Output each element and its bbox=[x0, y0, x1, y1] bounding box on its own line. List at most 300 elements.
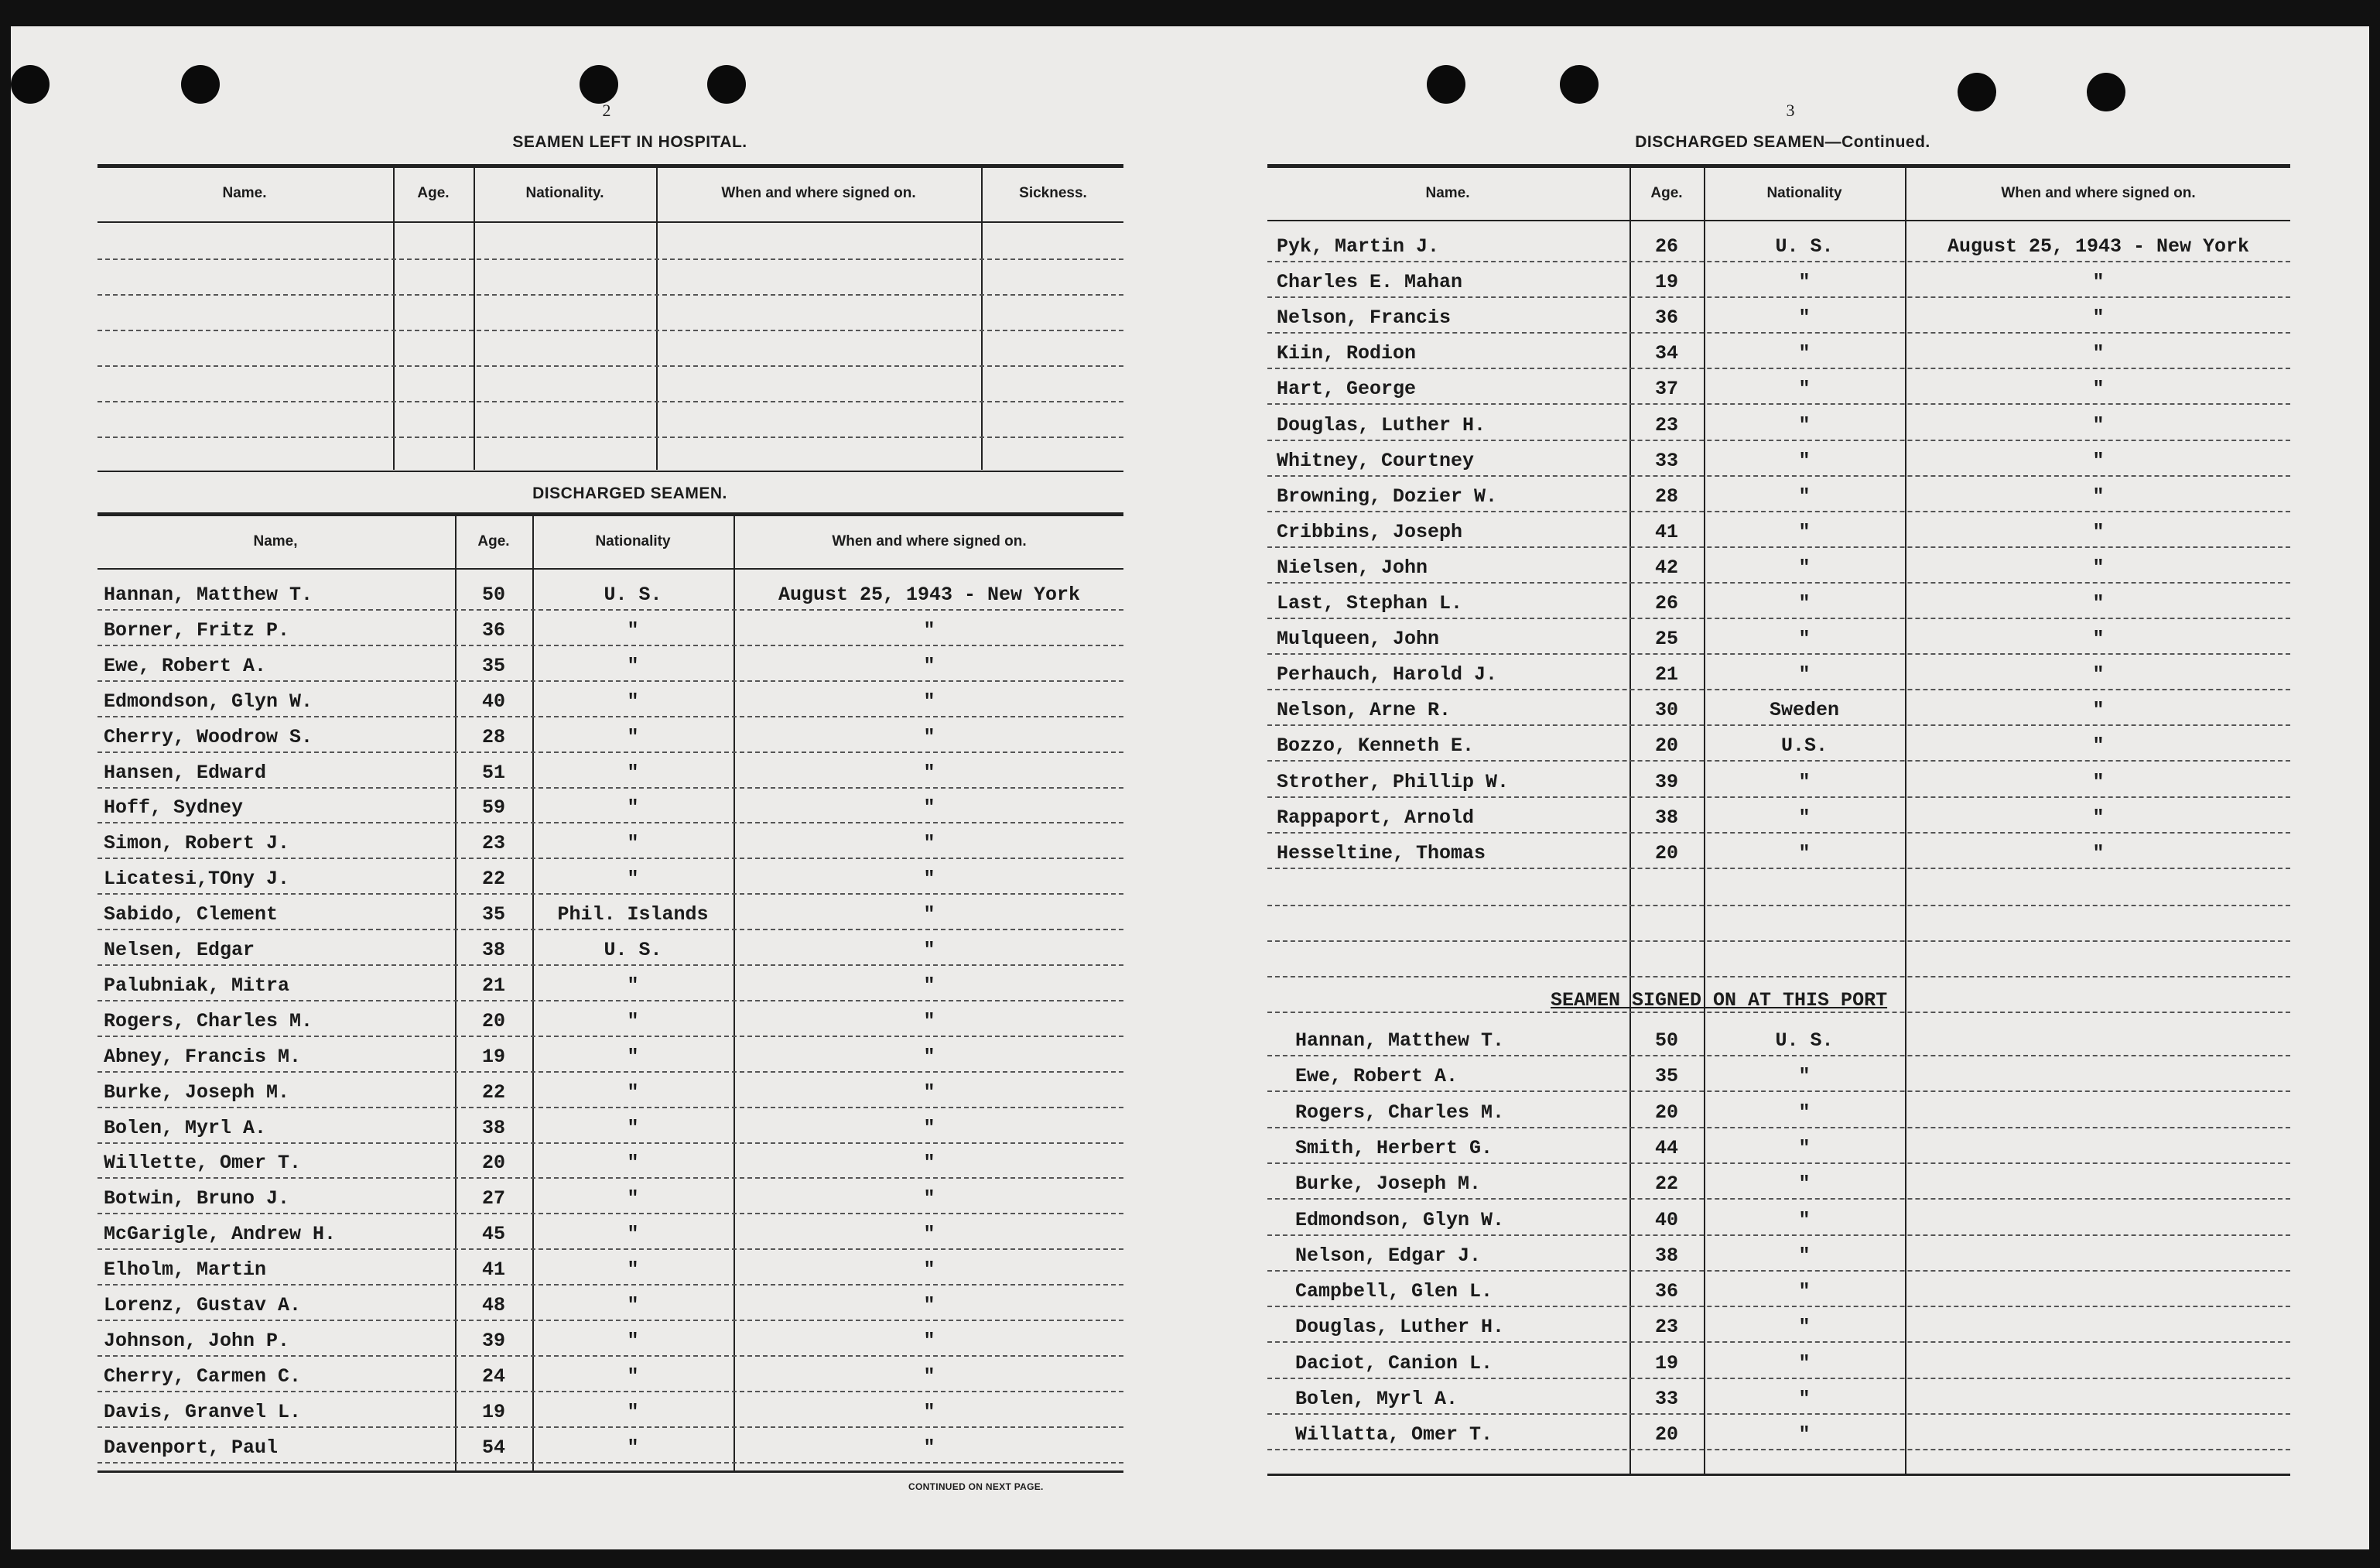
signed-seaman-name: Bolen, Myrl A. bbox=[1295, 1388, 1458, 1410]
row-dotted-line bbox=[1267, 296, 2290, 298]
signed-seaman-nationality: " bbox=[1798, 1173, 1811, 1195]
row-dotted-line bbox=[97, 893, 1123, 895]
row-dotted-line bbox=[1267, 760, 2290, 762]
seaman-name: Davenport, Paul bbox=[104, 1436, 279, 1459]
hospital-col-nationality: Nationality. bbox=[525, 185, 604, 201]
seaman-nationality: Sweden bbox=[1769, 699, 1839, 721]
row-dotted-line bbox=[97, 929, 1123, 930]
row-dotted-line bbox=[1267, 1341, 2290, 1343]
seaman-name: Abney, Francis M. bbox=[104, 1046, 302, 1068]
row-dotted-line bbox=[97, 1107, 1123, 1108]
seaman-nationality: " bbox=[1798, 450, 1811, 472]
seaman-age: 38 bbox=[481, 939, 505, 961]
seaman-signed-on: " bbox=[923, 1365, 935, 1388]
seaman-name: Mulqueen, John bbox=[1277, 628, 1440, 650]
signed-seaman-name: Ewe, Robert A. bbox=[1295, 1065, 1458, 1087]
punch-hole bbox=[707, 65, 746, 104]
row-dotted-line bbox=[1267, 832, 2290, 834]
signed-seaman-nationality: " bbox=[1798, 1209, 1811, 1231]
row-dotted-line bbox=[97, 1248, 1123, 1250]
signed-seaman-age: 33 bbox=[1654, 1388, 1678, 1410]
right-col-signed-on: When and where signed on. bbox=[2001, 185, 2196, 201]
seaman-nationality: " bbox=[627, 1258, 639, 1281]
row-dotted-line bbox=[1267, 796, 2290, 798]
seaman-nationality: " bbox=[1798, 306, 1811, 329]
seaman-age: 35 bbox=[481, 655, 505, 677]
row-dotted-line bbox=[1267, 368, 2290, 369]
seaman-nationality: " bbox=[627, 690, 639, 713]
hospital-section-title: SEAMEN LEFT IN HOSPITAL. bbox=[512, 133, 747, 151]
seaman-age: 38 bbox=[1654, 806, 1678, 829]
seaman-name: Licatesi,TOny J. bbox=[104, 868, 290, 890]
seaman-nationality: U. S. bbox=[604, 939, 662, 961]
blank-row bbox=[1267, 940, 2290, 942]
seaman-age: 19 bbox=[481, 1046, 505, 1068]
seaman-age: 42 bbox=[1654, 556, 1678, 579]
seaman-age: 35 bbox=[481, 903, 505, 926]
seaman-signed-on: " bbox=[2092, 806, 2105, 829]
signed-seaman-nationality: " bbox=[1798, 1388, 1811, 1410]
signed-seaman-age: 19 bbox=[1654, 1352, 1678, 1375]
seaman-age: 37 bbox=[1654, 378, 1678, 400]
row-dotted-line bbox=[97, 1213, 1123, 1214]
seaman-signed-on: " bbox=[923, 796, 935, 819]
seaman-nationality: U.S. bbox=[1780, 734, 1828, 757]
seaman-name: Nelson, Arne R. bbox=[1277, 699, 1452, 721]
seaman-age: 39 bbox=[481, 1330, 505, 1352]
seaman-signed-on: " bbox=[923, 726, 935, 748]
seaman-signed-on: " bbox=[923, 1258, 935, 1281]
seaman-nationality: " bbox=[627, 868, 639, 890]
seaman-nationality: " bbox=[1798, 628, 1811, 650]
seaman-age: 33 bbox=[1654, 450, 1678, 472]
seaman-signed-on: " bbox=[2092, 842, 2105, 864]
seaman-signed-on: " bbox=[2092, 556, 2105, 579]
seaman-nationality: " bbox=[627, 1187, 639, 1210]
seaman-nationality: " bbox=[1798, 485, 1811, 508]
seaman-nationality: " bbox=[1798, 378, 1811, 400]
seaman-name: Cherry, Woodrow S. bbox=[104, 726, 313, 748]
signed-seaman-name: Burke, Joseph M. bbox=[1295, 1173, 1482, 1195]
seaman-age: 48 bbox=[481, 1294, 505, 1316]
seaman-signed-on: " bbox=[2092, 663, 2105, 686]
discharged-col-name: Name, bbox=[253, 533, 298, 549]
punch-hole bbox=[1560, 65, 1599, 104]
seaman-name: Hannan, Matthew T. bbox=[104, 584, 313, 606]
page-number-right: 3 bbox=[1786, 101, 1795, 120]
seaman-name: Nielsen, John bbox=[1277, 556, 1428, 579]
seaman-age: 36 bbox=[481, 619, 505, 642]
row-dotted-line bbox=[97, 1142, 1123, 1144]
seaman-signed-on: " bbox=[923, 1117, 935, 1139]
punch-hole bbox=[1958, 73, 1996, 111]
signed-seaman-age: 20 bbox=[1654, 1423, 1678, 1446]
seaman-nationality: " bbox=[627, 796, 639, 819]
signed-seaman-nationality: " bbox=[1798, 1316, 1811, 1338]
row-dotted-line bbox=[97, 1355, 1123, 1357]
hospital-top-rule bbox=[97, 164, 1123, 168]
seaman-nationality: U. S. bbox=[1775, 235, 1834, 258]
signed-seaman-nationality: " bbox=[1798, 1065, 1811, 1087]
signed-seaman-name: Campbell, Glen L. bbox=[1295, 1280, 1493, 1303]
row-dotted-line bbox=[1267, 1413, 2290, 1415]
seaman-nationality: " bbox=[627, 619, 639, 642]
seaman-nationality: " bbox=[627, 832, 639, 854]
row-dotted-line bbox=[1267, 618, 2290, 619]
seaman-name: Sabido, Clement bbox=[104, 903, 279, 926]
seaman-name: Rappaport, Arnold bbox=[1277, 806, 1475, 829]
seaman-name: Nelson, Francis bbox=[1277, 306, 1452, 329]
seaman-nationality: " bbox=[1798, 521, 1811, 543]
signed-seaman-nationality: " bbox=[1798, 1101, 1811, 1124]
signed-on-section-title: SEAMEN SIGNED ON AT THIS PORT bbox=[1551, 989, 1888, 1012]
row-dotted-line bbox=[1267, 332, 2290, 334]
seaman-signed-on: " bbox=[923, 1081, 935, 1104]
seaman-nationality: " bbox=[627, 1117, 639, 1139]
right-bottom-rule bbox=[1267, 1474, 2290, 1476]
seaman-age: 41 bbox=[481, 1258, 505, 1281]
seaman-signed-on: " bbox=[923, 690, 935, 713]
blank-row bbox=[1267, 905, 2290, 906]
seaman-signed-on: " bbox=[2092, 628, 2105, 650]
right-header-rule bbox=[1267, 220, 2290, 221]
discharged-col-age: Age. bbox=[477, 533, 510, 549]
row-dotted-line bbox=[97, 858, 1123, 859]
punch-hole bbox=[1427, 65, 1465, 104]
seaman-signed-on: " bbox=[923, 832, 935, 854]
signed-seaman-nationality: " bbox=[1798, 1280, 1811, 1303]
seaman-name: Charles E. Mahan bbox=[1277, 271, 1463, 293]
seaman-name: Hart, George bbox=[1277, 378, 1417, 400]
seaman-nationality: " bbox=[627, 1046, 639, 1068]
seaman-signed-on: " bbox=[923, 1223, 935, 1245]
hospital-col-age: Age. bbox=[417, 185, 450, 201]
row-dotted-line bbox=[1267, 724, 2290, 726]
row-dotted-line bbox=[1267, 1449, 2290, 1450]
hospital-bottom-rule bbox=[97, 471, 1123, 472]
seaman-age: 27 bbox=[481, 1187, 505, 1210]
row-dotted-line bbox=[1267, 1055, 2290, 1056]
seaman-name: Perhauch, Harold J. bbox=[1277, 663, 1498, 686]
hospital-header-rule bbox=[97, 221, 1123, 223]
hospital-col-signed-on: When and where signed on. bbox=[721, 185, 916, 201]
seaman-name: McGarigle, Andrew H. bbox=[104, 1223, 337, 1245]
row-dotted-line bbox=[97, 1462, 1123, 1464]
row-dotted-line bbox=[1267, 261, 2290, 262]
seaman-signed-on: " bbox=[2092, 771, 2105, 793]
seaman-nationality: " bbox=[1798, 806, 1811, 829]
seaman-nationality: " bbox=[627, 1436, 639, 1459]
row-dotted-line bbox=[97, 787, 1123, 789]
seaman-signed-on: " bbox=[923, 619, 935, 642]
seaman-name: Hesseltine, Thomas bbox=[1277, 842, 1486, 864]
seaman-age: 22 bbox=[481, 868, 505, 890]
seaman-age: 23 bbox=[1654, 414, 1678, 437]
row-dotted-line bbox=[1267, 1090, 2290, 1092]
seaman-signed-on: " bbox=[923, 903, 935, 926]
seaman-name: Botwin, Bruno J. bbox=[104, 1187, 290, 1210]
seaman-age: 26 bbox=[1654, 592, 1678, 615]
seaman-signed-on: " bbox=[2092, 342, 2105, 365]
row-dotted-line bbox=[97, 1036, 1123, 1037]
row-dotted-line bbox=[1267, 868, 2290, 869]
row-dotted-line bbox=[1267, 1198, 2290, 1200]
seaman-age: 45 bbox=[481, 1223, 505, 1245]
row-dotted-line bbox=[97, 609, 1123, 611]
hospital-divider bbox=[474, 168, 475, 470]
seaman-nationality: " bbox=[627, 1401, 639, 1423]
seaman-nationality: " bbox=[627, 974, 639, 997]
punch-hole bbox=[11, 65, 50, 104]
seaman-nationality: Phil. Islands bbox=[557, 903, 709, 926]
seaman-signed-on: " bbox=[923, 1436, 935, 1459]
seaman-signed-on: " bbox=[923, 655, 935, 677]
seaman-signed-on: " bbox=[923, 1152, 935, 1174]
seaman-age: 39 bbox=[1654, 771, 1678, 793]
seaman-age: 51 bbox=[481, 762, 505, 784]
seaman-signed-on: " bbox=[2092, 521, 2105, 543]
seaman-nationality: " bbox=[627, 1330, 639, 1352]
signed-seaman-age: 50 bbox=[1654, 1029, 1678, 1052]
seaman-age: 19 bbox=[481, 1401, 505, 1423]
blank-row bbox=[1267, 1012, 2290, 1013]
seaman-nationality: " bbox=[627, 1294, 639, 1316]
hospital-col-sickness: Sickness. bbox=[1019, 185, 1087, 201]
row-dotted-line bbox=[97, 822, 1123, 823]
punch-hole bbox=[181, 65, 220, 104]
row-dotted-line bbox=[1267, 653, 2290, 655]
seaman-name: Strother, Phillip W. bbox=[1277, 771, 1510, 793]
seaman-age: 59 bbox=[481, 796, 505, 819]
seaman-name: Nelsen, Edgar bbox=[104, 939, 255, 961]
seaman-name: Cherry, Carmen C. bbox=[104, 1365, 302, 1388]
hospital-col-name: Name. bbox=[222, 185, 267, 201]
row-dotted-line bbox=[97, 1071, 1123, 1073]
row-dotted-line bbox=[1267, 475, 2290, 477]
seaman-name: Bolen, Myrl A. bbox=[104, 1117, 267, 1139]
punch-hole bbox=[2087, 73, 2125, 111]
seaman-name: Palubniak, Mitra bbox=[104, 974, 290, 997]
seaman-name: Kiin, Rodion bbox=[1277, 342, 1417, 365]
row-dotted-line bbox=[1267, 440, 2290, 441]
seaman-signed-on: August 25, 1943 - New York bbox=[1947, 235, 2250, 258]
signed-seaman-name: Rogers, Charles M. bbox=[1295, 1101, 1505, 1124]
seaman-name: Browning, Dozier W. bbox=[1277, 485, 1498, 508]
hospital-divider bbox=[981, 168, 983, 470]
signed-seaman-age: 35 bbox=[1654, 1065, 1678, 1087]
signed-seaman-age: 20 bbox=[1654, 1101, 1678, 1124]
seaman-name: Borner, Fritz P. bbox=[104, 619, 290, 642]
discharged-continued-title: DISCHARGED SEAMEN—Continued. bbox=[1635, 133, 1930, 151]
seaman-age: 20 bbox=[1654, 734, 1678, 757]
seaman-nationality: " bbox=[1798, 663, 1811, 686]
seaman-signed-on: " bbox=[923, 1046, 935, 1068]
hospital-blank-row bbox=[97, 258, 1123, 260]
seaman-signed-on: " bbox=[923, 939, 935, 961]
seaman-age: 41 bbox=[1654, 521, 1678, 543]
row-dotted-line bbox=[97, 1391, 1123, 1392]
seaman-name: Lorenz, Gustav A. bbox=[104, 1294, 302, 1316]
seaman-nationality: " bbox=[627, 762, 639, 784]
seaman-age: 21 bbox=[481, 974, 505, 997]
seaman-age: 21 bbox=[1654, 663, 1678, 686]
seaman-signed-on: " bbox=[923, 974, 935, 997]
seaman-age: 20 bbox=[481, 1152, 505, 1174]
discharged-header-rule bbox=[97, 568, 1123, 570]
seaman-name: Hansen, Edward bbox=[104, 762, 267, 784]
punch-hole bbox=[580, 65, 618, 104]
signed-seaman-name: Nelson, Edgar J. bbox=[1295, 1244, 1482, 1267]
row-dotted-line bbox=[1267, 1162, 2290, 1164]
seaman-signed-on: " bbox=[923, 762, 935, 784]
seaman-nationality: " bbox=[1798, 271, 1811, 293]
seaman-nationality: " bbox=[1798, 556, 1811, 579]
row-dotted-line bbox=[1267, 1306, 2290, 1307]
seaman-name: Edmondson, Glyn W. bbox=[104, 690, 313, 713]
signed-seaman-name: Willatta, Omer T. bbox=[1295, 1423, 1493, 1446]
row-dotted-line bbox=[1267, 511, 2290, 512]
seaman-age: 25 bbox=[1654, 628, 1678, 650]
seaman-nationality: " bbox=[627, 1365, 639, 1388]
seaman-signed-on: " bbox=[923, 868, 935, 890]
signed-seaman-nationality: " bbox=[1798, 1137, 1811, 1159]
seaman-age: 30 bbox=[1654, 699, 1678, 721]
seaman-nationality: " bbox=[627, 1081, 639, 1104]
seaman-name: Burke, Joseph M. bbox=[104, 1081, 290, 1104]
row-dotted-line bbox=[1267, 1127, 2290, 1128]
seaman-signed-on: " bbox=[2092, 734, 2105, 757]
row-dotted-line bbox=[97, 1284, 1123, 1286]
right-col-nationality: Nationality bbox=[1766, 185, 1842, 201]
seaman-signed-on: " bbox=[2092, 271, 2105, 293]
row-dotted-line bbox=[1267, 1378, 2290, 1379]
seaman-nationality: " bbox=[627, 726, 639, 748]
signed-seaman-age: 44 bbox=[1654, 1137, 1678, 1159]
seaman-nationality: " bbox=[627, 1223, 639, 1245]
seaman-name: Douglas, Luther H. bbox=[1277, 414, 1486, 437]
discharged-section-title: DISCHARGED SEAMEN. bbox=[532, 484, 727, 502]
seaman-nationality: " bbox=[627, 1010, 639, 1032]
discharged-bottom-rule bbox=[97, 1470, 1123, 1473]
seaman-signed-on: " bbox=[2092, 306, 2105, 329]
row-dotted-line bbox=[1267, 403, 2290, 405]
seaman-name: Cribbins, Joseph bbox=[1277, 521, 1463, 543]
hospital-blank-row bbox=[97, 365, 1123, 367]
seaman-age: 19 bbox=[1654, 271, 1678, 293]
continued-footer: CONTINUED ON NEXT PAGE. bbox=[908, 1481, 1044, 1492]
signed-seaman-age: 36 bbox=[1654, 1280, 1678, 1303]
seaman-nationality: " bbox=[1798, 842, 1811, 864]
signed-seaman-name: Edmondson, Glyn W. bbox=[1295, 1209, 1505, 1231]
hospital-divider bbox=[656, 168, 658, 470]
seaman-name: Rogers, Charles M. bbox=[104, 1010, 313, 1032]
seaman-age: 28 bbox=[481, 726, 505, 748]
row-dotted-line bbox=[97, 716, 1123, 717]
seaman-nationality: " bbox=[1798, 592, 1811, 615]
seaman-signed-on: " bbox=[2092, 378, 2105, 400]
document-sheet bbox=[11, 26, 2369, 1549]
hospital-blank-row bbox=[97, 330, 1123, 331]
row-dotted-line bbox=[97, 1177, 1123, 1179]
signed-seaman-name: Hannan, Matthew T. bbox=[1295, 1029, 1505, 1052]
row-dotted-line bbox=[97, 680, 1123, 682]
row-dotted-line bbox=[1267, 582, 2290, 584]
seaman-nationality: " bbox=[1798, 414, 1811, 437]
seaman-age: 24 bbox=[481, 1365, 505, 1388]
seaman-name: Last, Stephan L. bbox=[1277, 592, 1463, 615]
seaman-name: Bozzo, Kenneth E. bbox=[1277, 734, 1475, 757]
seaman-signed-on: " bbox=[923, 1330, 935, 1352]
seaman-name: Hoff, Sydney bbox=[104, 796, 244, 819]
signed-seaman-age: 38 bbox=[1654, 1244, 1678, 1267]
right-col-name: Name. bbox=[1425, 185, 1470, 201]
seaman-age: 54 bbox=[481, 1436, 505, 1459]
seaman-signed-on: " bbox=[923, 1401, 935, 1423]
signed-seaman-age: 22 bbox=[1654, 1173, 1678, 1195]
seaman-signed-on: " bbox=[2092, 450, 2105, 472]
seaman-age: 34 bbox=[1654, 342, 1678, 365]
seaman-signed-on: " bbox=[923, 1010, 935, 1032]
seaman-name: Whitney, Courtney bbox=[1277, 450, 1475, 472]
row-dotted-line bbox=[1267, 1234, 2290, 1236]
signed-seaman-name: Daciot, Canion L. bbox=[1295, 1352, 1493, 1375]
seaman-signed-on: " bbox=[2092, 485, 2105, 508]
seaman-age: 28 bbox=[1654, 485, 1678, 508]
signed-seaman-nationality: " bbox=[1798, 1352, 1811, 1375]
row-dotted-line bbox=[97, 751, 1123, 753]
row-dotted-line bbox=[97, 645, 1123, 646]
seaman-nationality: " bbox=[1798, 342, 1811, 365]
row-dotted-line bbox=[97, 964, 1123, 966]
signed-seaman-nationality: " bbox=[1798, 1423, 1811, 1446]
hospital-blank-row bbox=[97, 437, 1123, 438]
hospital-divider bbox=[393, 168, 395, 470]
hospital-blank-row bbox=[97, 401, 1123, 402]
seaman-age: 26 bbox=[1654, 235, 1678, 258]
seaman-name: Pyk, Martin J. bbox=[1277, 235, 1440, 258]
signed-seaman-name: Smith, Herbert G. bbox=[1295, 1137, 1493, 1159]
signed-seaman-age: 23 bbox=[1654, 1316, 1678, 1338]
seaman-age: 23 bbox=[481, 832, 505, 854]
seaman-nationality: " bbox=[627, 655, 639, 677]
blank-row bbox=[1267, 976, 2290, 977]
seaman-age: 40 bbox=[481, 690, 505, 713]
seaman-signed-on: " bbox=[2092, 414, 2105, 437]
row-dotted-line bbox=[1267, 1270, 2290, 1272]
seaman-name: Elholm, Martin bbox=[104, 1258, 267, 1281]
seaman-name: Ewe, Robert A. bbox=[104, 655, 267, 677]
seaman-nationality: " bbox=[1798, 771, 1811, 793]
hospital-blank-row bbox=[97, 294, 1123, 296]
right-top-rule bbox=[1267, 164, 2290, 168]
seaman-age: 22 bbox=[481, 1081, 505, 1104]
seaman-signed-on: " bbox=[923, 1294, 935, 1316]
seaman-name: Johnson, John P. bbox=[104, 1330, 290, 1352]
seaman-name: Davis, Granvel L. bbox=[104, 1401, 302, 1423]
seaman-age: 50 bbox=[481, 584, 505, 606]
signed-seaman-age: 40 bbox=[1654, 1209, 1678, 1231]
seaman-age: 20 bbox=[481, 1010, 505, 1032]
seaman-signed-on: August 25, 1943 - New York bbox=[778, 584, 1081, 606]
signed-seaman-name: Douglas, Luther H. bbox=[1295, 1316, 1505, 1338]
seaman-nationality: " bbox=[627, 1152, 639, 1174]
seaman-age: 20 bbox=[1654, 842, 1678, 864]
row-dotted-line bbox=[97, 1000, 1123, 1001]
seaman-age: 36 bbox=[1654, 306, 1678, 329]
discharged-top-rule bbox=[97, 512, 1123, 516]
seaman-age: 38 bbox=[481, 1117, 505, 1139]
page-number-left: 2 bbox=[602, 101, 611, 120]
